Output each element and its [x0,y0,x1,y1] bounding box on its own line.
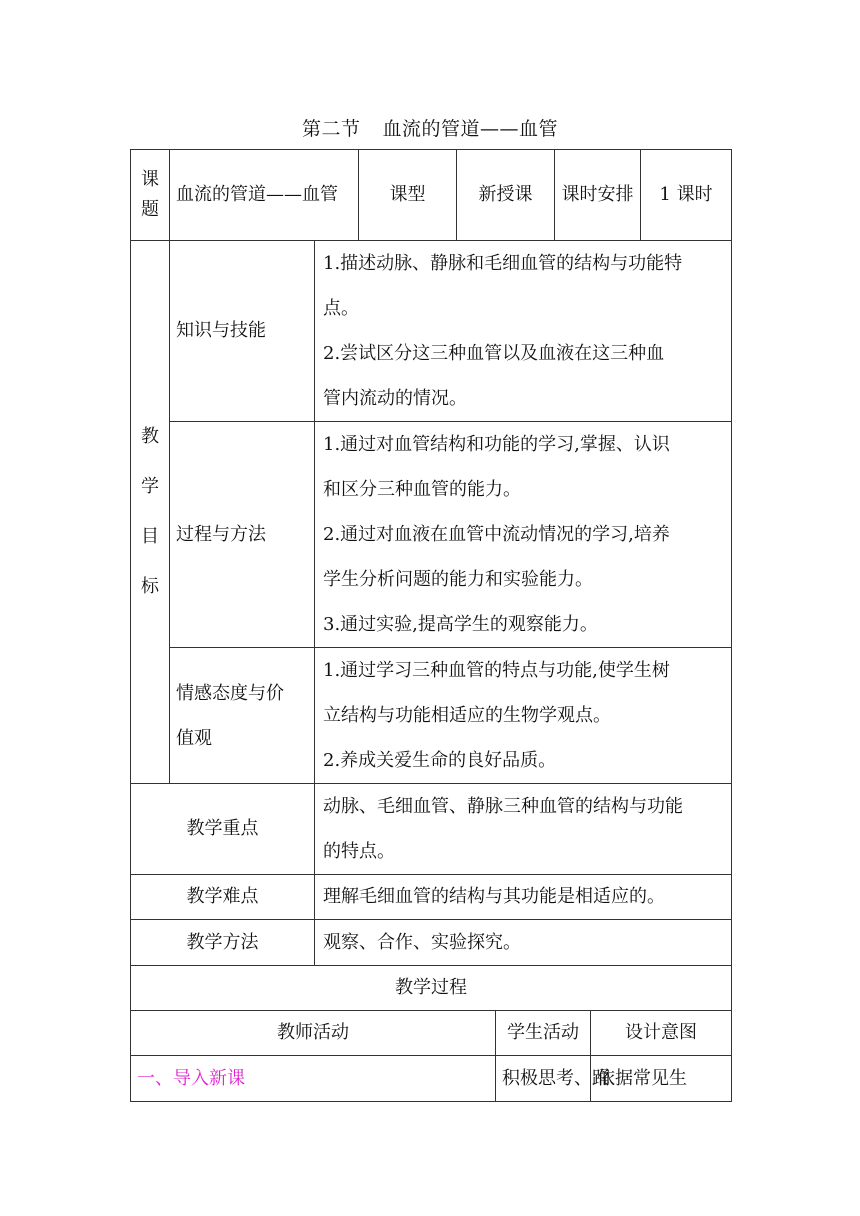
teacher-activity-header: 教师活动 [131,1011,496,1056]
process-header: 教学过程 [131,966,732,1011]
topic-label-char: 题 [141,199,159,220]
schedule-value-cell: 1 课时 [641,150,732,241]
section-title: 血流的管道——血管 [382,118,559,140]
type-label-cell: 课型 [359,150,457,241]
lesson-plan-table [130,149,732,1102]
emotion-line: 2.养成关爱生命的良好品质。 [323,750,557,771]
knowledge-label: 知识与技能 [170,241,315,422]
knowledge-line: 2.尝试区分这三种血管以及血液在这三种血 [323,343,665,364]
objectives-label-char: 学 [141,476,159,497]
process-header-row [131,966,732,1011]
section-number: 第二节 [301,118,361,140]
student-activity-header: 学生活动 [496,1011,591,1056]
objectives-label-cell [131,241,170,784]
activity-header-row [131,1011,732,1056]
intro-section-heading: 一、导入新课 [131,1056,496,1102]
process-content [315,422,732,648]
student-activity-cell: 积极思考、踊 [496,1056,591,1102]
objectives-label-char: 标 [141,576,159,597]
process-line: 2.通过对血液在血管中流动情况的学习,培养 [323,524,670,545]
objectives-label-char: 目 [141,526,159,547]
emotion-label-line: 值观 [176,727,212,749]
difficulty-content: 理解毛细血管的结构与其功能是相适应的。 [315,875,732,920]
method-row [131,920,732,966]
design-intent-header: 设计意图 [591,1011,732,1056]
process-line: 1.通过对血管结构和功能的学习,掌握、认识 [323,434,670,455]
process-line: 和区分三种血管的能力。 [323,479,521,500]
method-content: 观察、合作、实验探究。 [315,920,732,966]
topic-label-char: 课 [141,169,159,190]
knowledge-line: 管内流动的情况。 [323,388,467,409]
objectives-label-char: 教 [141,426,159,447]
activity-row [131,1056,732,1102]
key-points-row [131,784,732,875]
topic-label-cell [131,150,170,241]
key-points-line: 的特点。 [323,841,395,862]
emotion-line: 1.通过学习三种血管的特点与功能,使学生树 [323,660,670,681]
method-label: 教学方法 [131,920,315,966]
process-label: 过程与方法 [170,422,315,648]
header-row [131,150,732,241]
objective-row-emotion [131,648,732,784]
knowledge-line: 点。 [323,298,359,319]
knowledge-content [315,241,732,422]
page-title [0,114,860,141]
objective-row-knowledge [131,241,732,422]
process-line: 3.通过实验,提高学生的观察能力。 [323,614,598,635]
key-points-label: 教学重点 [131,784,315,875]
key-points-content [315,784,732,875]
difficulty-label: 教学难点 [131,875,315,920]
difficulty-row [131,875,732,920]
topic-value-cell: 血流的管道——血管 [170,150,359,241]
key-points-line: 动脉、毛细血管、静脉三种血管的结构与功能 [323,796,683,817]
process-line: 学生分析问题的能力和实验能力。 [323,569,593,590]
emotion-label [170,648,315,784]
objective-row-process [131,422,732,648]
type-value-cell: 新授课 [457,150,555,241]
knowledge-line: 1.描述动脉、静脉和毛细血管的结构与功能特 [323,253,683,274]
schedule-label-cell: 课时安排 [555,150,641,241]
emotion-line: 立结构与功能相适应的生物学观点。 [323,705,611,726]
emotion-label-line: 情感态度与价 [176,682,284,704]
design-intent-cell: 依据常见生 [591,1056,732,1102]
emotion-content [315,648,732,784]
